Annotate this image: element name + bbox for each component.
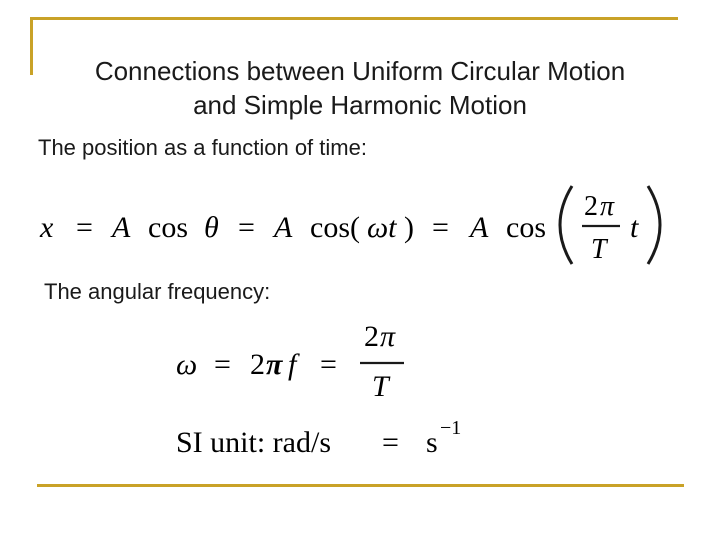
svg-text:T: T (372, 370, 389, 402)
svg-text:SI unit: rad/s: SI unit: rad/s (176, 426, 331, 459)
svg-text:A: A (112, 211, 131, 244)
bottom-rule (37, 484, 684, 487)
svg-text:=: = (432, 211, 449, 244)
angular-frequency-label: The angular frequency: (44, 279, 271, 304)
svg-text:): ) (404, 211, 414, 244)
position-label: The position as a function of time: (38, 135, 367, 160)
svg-text:π: π (266, 348, 283, 381)
svg-text:cos: cos (148, 211, 188, 244)
svg-text:=: = (76, 211, 93, 244)
svg-text:2: 2 (250, 348, 265, 381)
svg-text:cos: cos (506, 211, 546, 244)
slide-title (0, 54, 720, 122)
top-rule (30, 17, 678, 20)
svg-text:π: π (600, 191, 615, 222)
svg-text:2: 2 (364, 320, 379, 353)
svg-text:θ: θ (204, 211, 219, 244)
svg-text:=: = (382, 426, 399, 459)
svg-text:2: 2 (584, 191, 598, 222)
svg-text:t: t (630, 211, 639, 244)
angular-frequency-equation (172, 320, 432, 402)
title-line-2: and Simple Harmonic Motion (193, 90, 527, 120)
svg-text:s: s (426, 426, 438, 459)
svg-text:A: A (274, 211, 293, 244)
position-equation (36, 180, 676, 270)
svg-text:=: = (214, 348, 231, 381)
svg-text:f: f (288, 348, 297, 381)
svg-text:cos(: cos( (310, 211, 360, 244)
title-line-1: Connections between Uniform Circular Motion (94, 56, 626, 86)
si-unit-equation (174, 414, 494, 464)
svg-text:ω: ω (176, 348, 198, 381)
svg-text:=: = (238, 211, 255, 244)
svg-text:T: T (591, 234, 607, 265)
svg-text:−1: −1 (440, 417, 462, 439)
svg-text:ωt: ωt (367, 211, 397, 244)
svg-text:A: A (470, 211, 489, 244)
svg-text:x: x (40, 211, 54, 244)
svg-text:π: π (380, 320, 396, 353)
svg-text:=: = (320, 348, 337, 381)
